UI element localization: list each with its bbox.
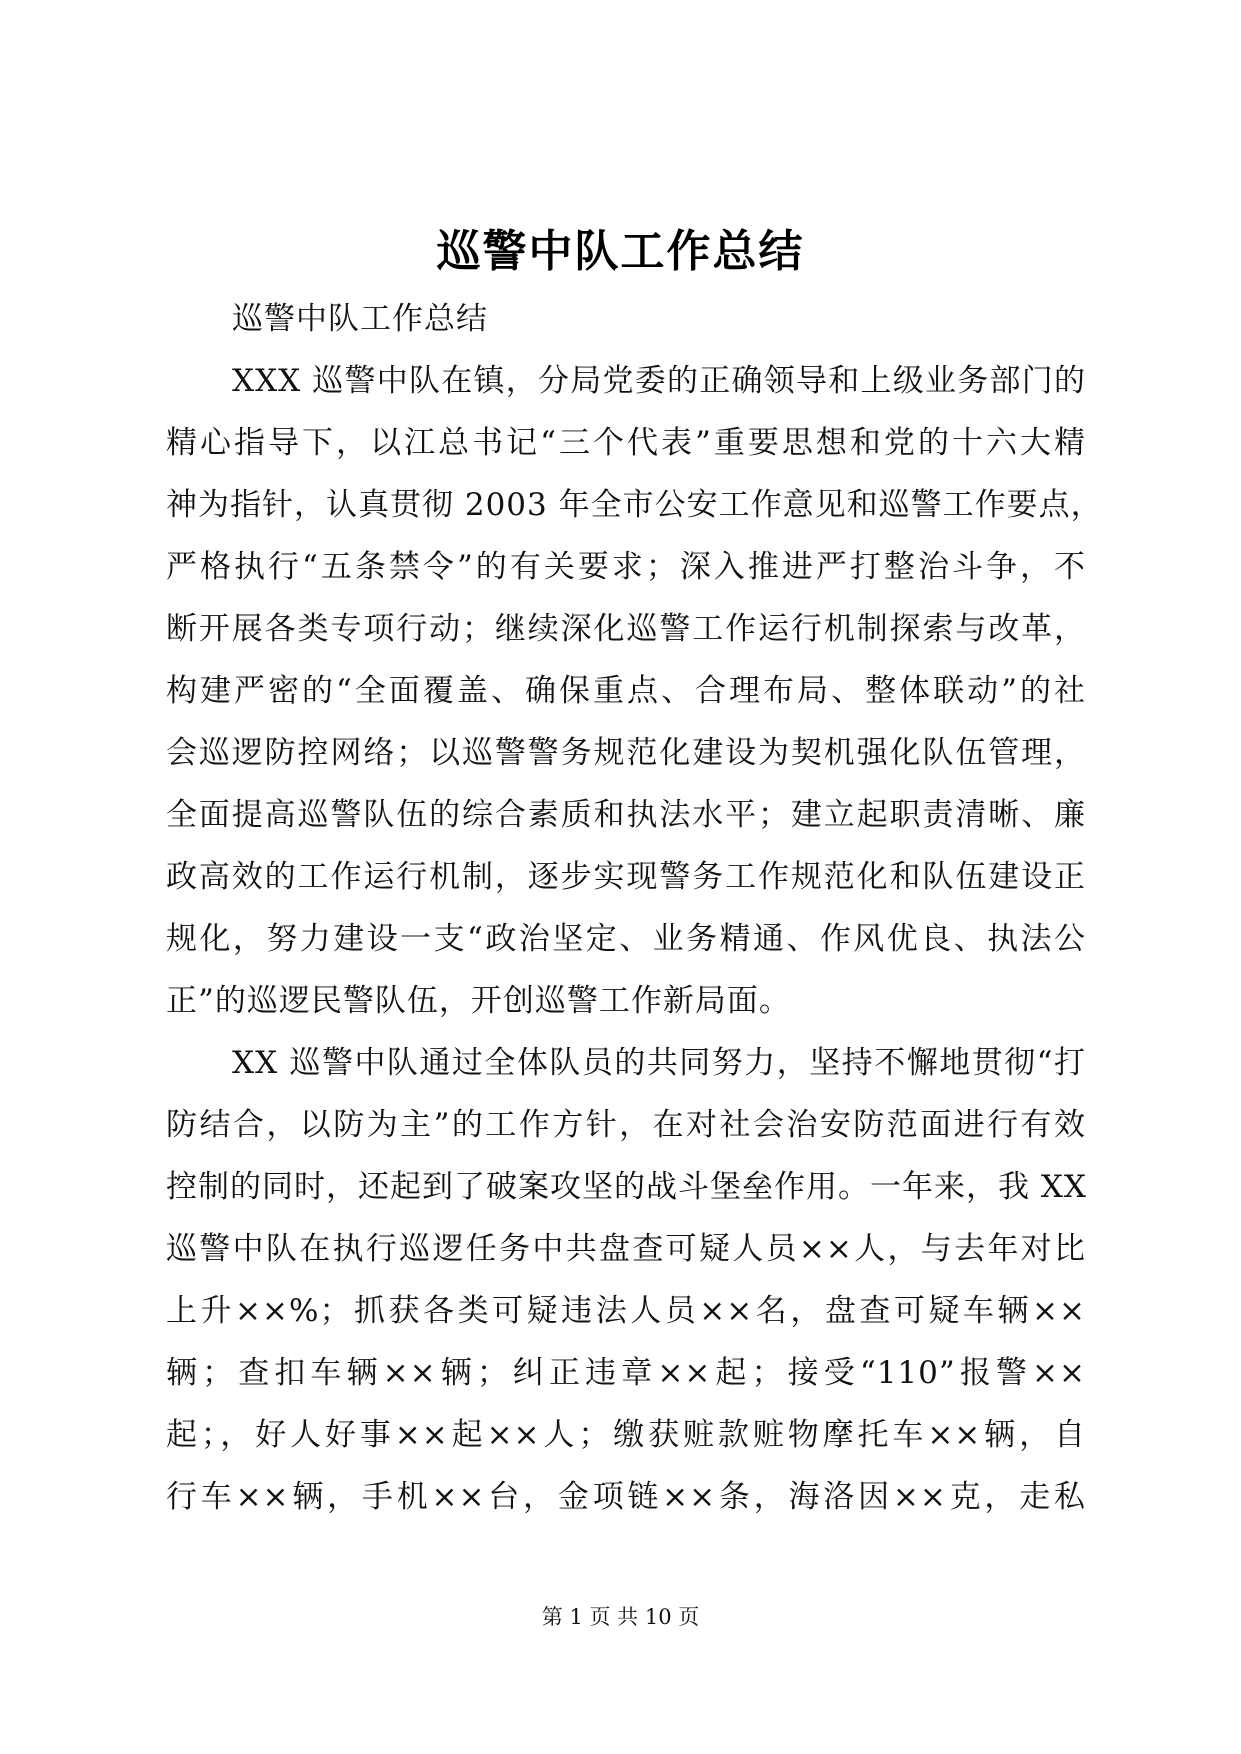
paragraph-line: 严格执行“五条禁令”的有关要求；深入推进严打整治斗争，不 xyxy=(166,549,1086,585)
paragraph-line: 会巡逻防控网络；以巡警警务规范化建设为契机强化队伍管理， xyxy=(166,735,1086,771)
document-title: 巡警中队工作总结 xyxy=(436,226,805,277)
document-body xyxy=(166,288,1103,1528)
paragraph-line: 巡警中队在执行巡逻任务中共盘查可疑人员××人，与去年对比 xyxy=(166,1231,1086,1267)
paragraph-line: 控制的同时，还起到了破案攻坚的战斗堡垒作用。一年来，我 XX xyxy=(166,1169,1087,1205)
paragraph-line: 全面提高巡警队伍的综合素质和执法水平；建立起职责清晰、廉 xyxy=(166,797,1086,833)
paragraph-line: 上升××%；抓获各类可疑违法人员××名，盘查可疑车辆×× xyxy=(166,1293,1086,1329)
paragraph-line: 行车××辆，手机××台，金项链××条，海洛因××克，走私 xyxy=(166,1479,1086,1515)
paragraph-2 xyxy=(166,1032,1086,1528)
paragraph-line: XX 巡警中队通过全体队员的共同努力，坚持不懈地贯彻“打 xyxy=(232,1045,1086,1081)
document-subtitle: 巡警中队工作总结 xyxy=(232,301,488,337)
paragraph-line: 政高效的工作运行机制，逐步实现警务工作规范化和队伍建设正 xyxy=(166,859,1086,895)
paragraph-line: 防结合，以防为主”的工作方针，在对社会治安防范面进行有效 xyxy=(166,1107,1086,1143)
paragraph-line: 断开展各类专项行动；继续深化巡警工作运行机制探索与改革， xyxy=(166,611,1086,647)
paragraph-1 xyxy=(166,350,1103,1032)
paragraph-line: 神为指针，认真贯彻 2003 年全市公安工作意见和巡警工作要点， xyxy=(166,487,1103,523)
paragraph-line: 构建严密的“全面覆盖、确保重点、合理布局、整体联动”的社 xyxy=(166,673,1086,709)
paragraph-line: XXX 巡警中队在镇，分局党委的正确领导和上级业务部门的 xyxy=(232,363,1086,399)
paragraph-line: 辆；查扣车辆××辆；纠正违章××起；接受“110”报警×× xyxy=(166,1355,1086,1391)
paragraph-line: 起；，好人好事××起××人；缴获赃款赃物摩托车××辆，自 xyxy=(166,1417,1086,1453)
paragraph-line: 精心指导下，以江总书记“三个代表”重要思想和党的十六大精 xyxy=(166,425,1086,461)
page-number-footer: 第 1 页 共 10 页 xyxy=(541,1605,700,1629)
paragraph-line: 规化，努力建设一支“政治坚定、业务精通、作风优良、执法公 xyxy=(166,921,1086,957)
paragraph-line: 正”的巡逻民警队伍，开创巡警工作新局面。 xyxy=(166,983,791,1019)
